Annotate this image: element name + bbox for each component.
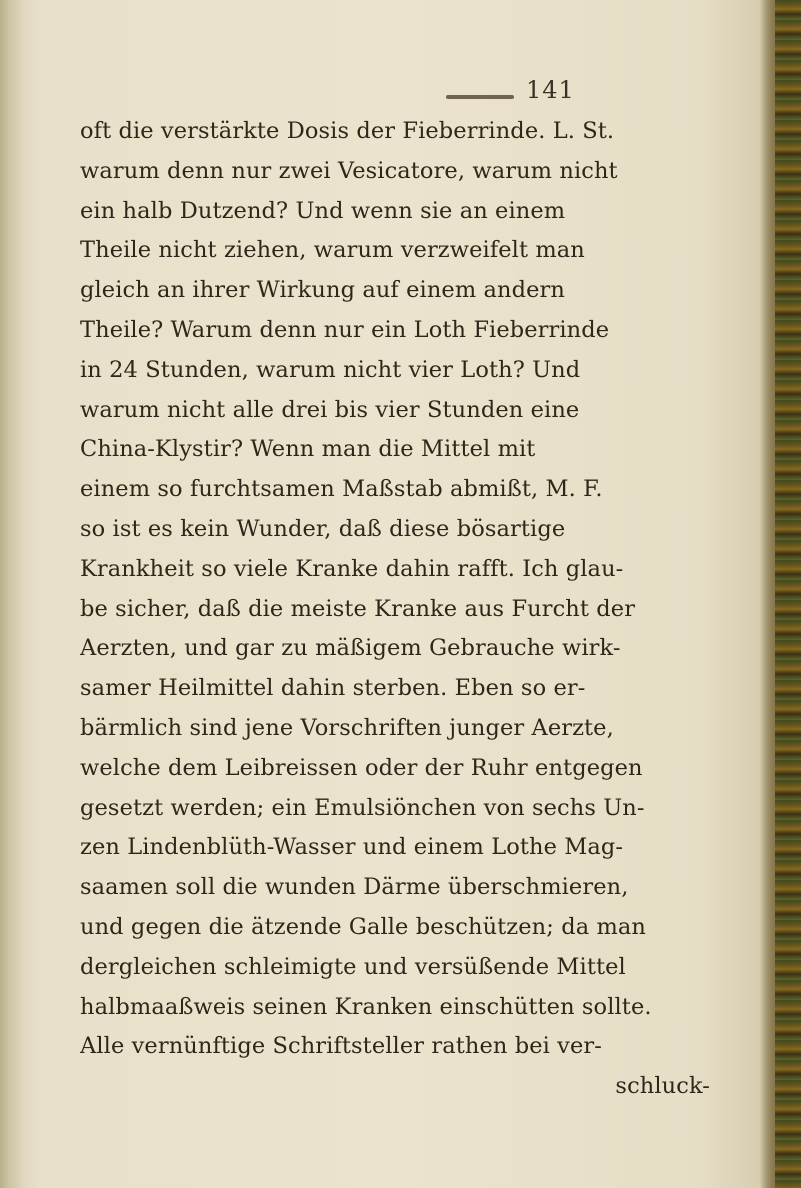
text-line: so ist es kein Wunder, daß diese bösartige xyxy=(80,515,566,542)
text-line: samer Heilmittel dahin sterben. Eben so er- xyxy=(80,675,586,702)
page-number: 141 xyxy=(526,76,575,104)
text-line: einem so furchtsamen Maßstab abmißt, M. F. xyxy=(80,476,603,503)
text-line: gesetzt werden; ein Emulsiönchen von sechs Un- xyxy=(80,794,645,821)
text-line: Theile? Warum denn nur ein Loth Fieberrinde xyxy=(80,316,610,343)
page-edge-shadow xyxy=(759,0,775,1188)
text-line: Krankheit so viele Kranke dahin rafft. Ich glau- xyxy=(80,555,624,582)
text-line: warum denn nur zwei Vesicatore, warum nicht xyxy=(80,157,618,184)
text-line: warum nicht alle drei bis vier Stunden eine xyxy=(80,396,580,423)
text-line: Aerzten, und gar zu mäßigem Gebrauche wirk- xyxy=(80,635,621,662)
text-line: oft die verstärkte Dosis der Fieberrinde. L. St. xyxy=(80,118,615,144)
text-line: in 24 Stunden, warum nicht vier Loth? Und xyxy=(80,356,581,383)
text-line: halbmaaßweis seinen Kranken einschütten sollte. xyxy=(80,993,652,1020)
catchword: schluck- xyxy=(615,1073,710,1100)
body-text xyxy=(80,112,740,1107)
text-line: Theile nicht ziehen, warum verzweifelt man xyxy=(80,237,585,264)
text-line: zen Lindenblüth-Wasser und einem Lothe Mag- xyxy=(80,834,624,861)
text-line: welche dem Leibreissen oder der Ruhr entgegen xyxy=(80,754,643,781)
text-line: und gegen die ätzende Galle beschützen; da man xyxy=(80,913,647,940)
text-line: dergleichen schleimigte und versüßende Mittel xyxy=(80,953,626,980)
text-line: Alle vernünftige Schriftsteller rathen bei ver- xyxy=(80,1033,602,1060)
text-line: saamen soll die wunden Därme überschmieren, xyxy=(80,874,629,901)
text-line: gleich an ihrer Wirkung auf einem andern xyxy=(80,277,565,304)
binding-gutter xyxy=(0,0,24,1188)
text-line: ein halb Dutzend? Und wenn sie an einem xyxy=(80,197,566,224)
header-rule xyxy=(446,95,514,99)
text-line: bärmlich sind jene Vorschriften junger Aerzte, xyxy=(80,714,614,741)
book-edge xyxy=(775,0,801,1188)
text-line: China-Klystir? Wenn man die Mittel mit xyxy=(80,436,536,463)
text-line: be sicher, daß die meiste Kranke aus Furcht der xyxy=(80,595,636,622)
